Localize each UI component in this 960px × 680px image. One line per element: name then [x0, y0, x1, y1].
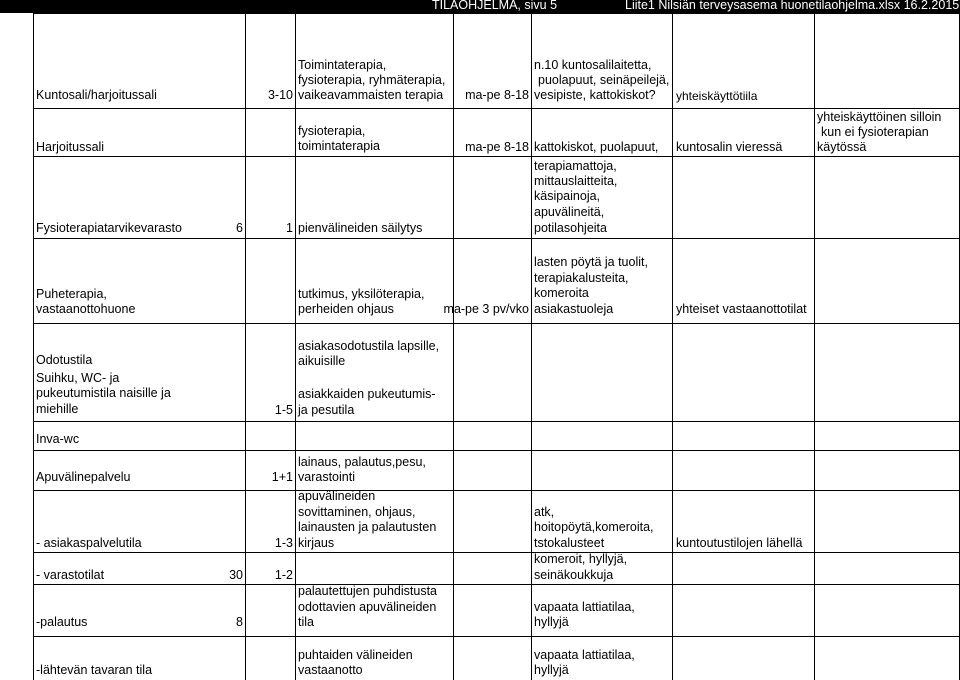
- activity-text: puhtaiden välineiden: [298, 648, 413, 662]
- space-name: Apuvälinepalvelu: [36, 470, 131, 484]
- location-text: yhteiset vastaanottotilat: [676, 302, 807, 316]
- row-divider: [33, 323, 960, 324]
- equipment-text: terapiamattoja,: [534, 159, 617, 173]
- note-text: yhteiskäyttöinen silloin: [817, 110, 942, 124]
- equipment-text: käsipainoja,: [534, 189, 601, 203]
- column-divider: [531, 13, 532, 680]
- usage-time: ma-pe 8-18: [465, 88, 529, 102]
- equipment-text: n.10 kuntosalilaitetta,: [534, 58, 652, 72]
- activity-text: tutkimus, yksilöterapia,: [298, 287, 425, 301]
- person-count: 1+1: [271, 470, 293, 484]
- equipment-text: potilasohjeita: [534, 221, 607, 235]
- person-count: 1: [286, 221, 293, 235]
- person-count: 1-2: [274, 568, 293, 582]
- person-count: 1-3: [274, 536, 293, 550]
- activity-text: palautettujen puhdistusta: [298, 584, 437, 598]
- row-divider: [33, 584, 960, 585]
- equipment-text: vapaata lattiatilaa,: [534, 600, 635, 614]
- activity-text: ja pesutila: [298, 403, 355, 417]
- equipment-text: seinäkoukkuja: [534, 568, 614, 582]
- activity-text: Toimintaterapia,: [298, 58, 387, 72]
- space-name: Suihku, WC- ja: [36, 371, 120, 385]
- space-name: Inva-wc: [36, 432, 80, 446]
- activity-text: tila: [298, 615, 314, 629]
- row-divider: [33, 450, 960, 451]
- activity-text: vaikeavammaisten terapia: [298, 88, 444, 102]
- row-divider: [33, 421, 960, 422]
- note-text: käytössä: [817, 140, 867, 154]
- area-value: 30: [229, 568, 243, 582]
- table-border-top: [33, 13, 960, 14]
- area-value: 6: [236, 221, 243, 235]
- equipment-text: komeroita: [534, 286, 589, 300]
- equipment-text: puolapuut, seinäpeilejä,: [538, 73, 670, 87]
- space-name: -palautus: [36, 615, 88, 629]
- activity-text: vastaanotto: [298, 663, 363, 677]
- row-divider: [33, 552, 960, 553]
- usage-time: ma-pe 8-18: [465, 140, 529, 154]
- equipment-text: mittauslaitteita,: [534, 174, 618, 188]
- activity-text: varastointi: [298, 470, 355, 484]
- activity-text: sovittaminen, ohjaus,: [298, 505, 416, 519]
- activity-text: pienvälineiden säilytys: [298, 221, 423, 235]
- column-divider: [295, 13, 296, 680]
- activity-text: perheiden ohjaus: [298, 302, 394, 316]
- equipment-text: hyllyjä: [534, 615, 569, 629]
- row-divider: [33, 156, 960, 157]
- person-count: 1-5: [274, 403, 293, 417]
- space-name: Kuntosali/harjoitussali: [36, 88, 157, 102]
- equipment-text: hyllyjä: [534, 663, 569, 677]
- activity-text: aikuisille: [298, 354, 346, 368]
- space-name: Fysioterapiatarvikevarasto: [36, 221, 182, 235]
- activity-text: odottavien apuvälineiden: [298, 600, 437, 614]
- equipment-text: vesipiste, kattokiskot?: [534, 88, 656, 102]
- location-text: yhteiskäyttötiila: [676, 89, 758, 103]
- page-header-title: TILAOHJELMA, sivu 5: [432, 0, 558, 12]
- equipment-text: terapiakalusteita,: [534, 271, 629, 285]
- equipment-text: vapaata lattiatilaa,: [534, 648, 635, 662]
- location-text: kuntosalin vieressä: [676, 140, 783, 154]
- activity-text: fysioterapia, ryhmäterapia,: [298, 73, 446, 87]
- equipment-text: asiakastuoleja: [534, 302, 614, 316]
- space-name: Puheterapia,: [36, 287, 107, 301]
- activity-text: apuvälineiden: [298, 489, 376, 503]
- column-divider: [245, 13, 246, 680]
- page-header-bar: [0, 0, 960, 13]
- column-divider: [814, 13, 815, 680]
- equipment-text: komeroit, hyllyjä,: [534, 552, 628, 566]
- equipment-text: atk,: [534, 505, 555, 519]
- row-divider: [33, 490, 960, 491]
- activity-text: lainausten ja palautusten: [298, 520, 437, 534]
- space-name: - varastotilat: [36, 568, 105, 582]
- space-name: Harjoitussali: [36, 140, 105, 154]
- row-divider: [33, 108, 960, 109]
- activity-text: toimintaterapia: [298, 139, 380, 153]
- row-divider: [33, 636, 960, 637]
- space-name: - asiakaspalvelutila: [36, 536, 142, 550]
- space-name: miehille: [36, 402, 79, 416]
- activity-text: kirjaus: [298, 536, 335, 550]
- activity-text: asiakasodotustila lapsille,: [298, 339, 440, 353]
- person-count: 3-10: [267, 88, 293, 102]
- activity-text: asiakkaiden pukeutumis-: [298, 387, 436, 401]
- location-text: kuntoutustilojen lähellä: [676, 536, 803, 550]
- equipment-text: apuvälineitä,: [534, 205, 605, 219]
- space-name: pukeutumistila naisille ja: [36, 386, 171, 400]
- page-header-file: Liite1 Nilsiän terveysasema huonetilaohjelma.xlsx 16.2.2015: [625, 0, 960, 12]
- activity-text: fysioterapia,: [298, 124, 366, 138]
- activity-text: lainaus, palautus,pesu,: [298, 455, 426, 469]
- area-value: 8: [236, 615, 243, 629]
- column-divider: [33, 13, 34, 680]
- equipment-text: lasten pöytä ja tuolit,: [534, 255, 648, 269]
- column-divider: [672, 13, 673, 680]
- equipment-text: hoitopöytä,komeroita,: [534, 520, 654, 534]
- equipment-text: tstokalusteet: [534, 536, 605, 550]
- space-name: vastaanottohuone: [36, 302, 136, 316]
- usage-time: ma-pe 3 pv/vko: [443, 302, 529, 316]
- space-name: -lähtevän tavaran tila: [36, 663, 153, 677]
- note-text: kun ei fysioterapian: [821, 125, 929, 139]
- space-name: Odotustila: [36, 353, 93, 367]
- row-divider: [33, 238, 960, 239]
- column-divider: [453, 13, 454, 680]
- equipment-text: kattokiskot, puolapuut,: [534, 140, 659, 154]
